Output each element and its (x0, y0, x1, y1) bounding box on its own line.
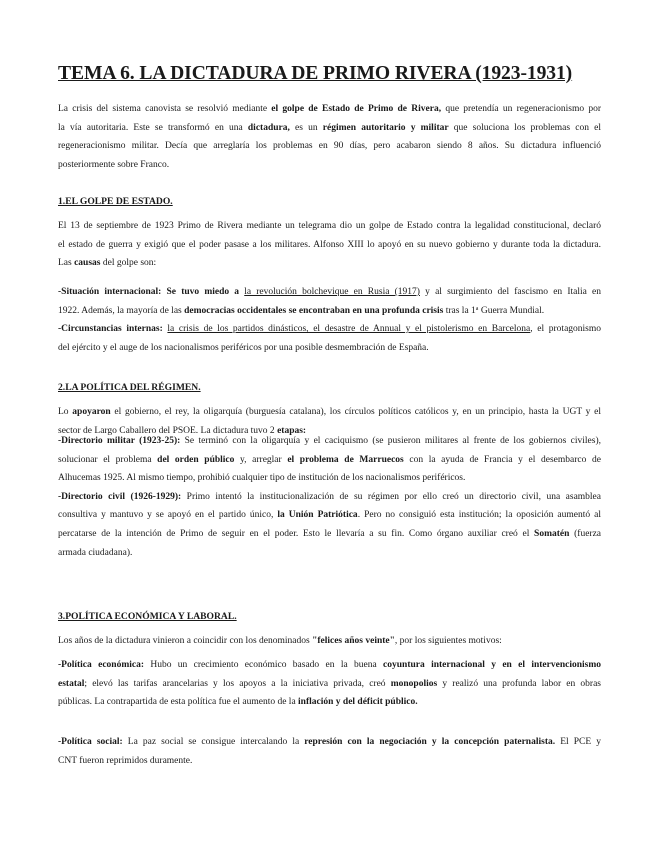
economic-line-2: estatal; elevó las tarifas arancelarias y los apoyos a la iniciativa privada, creó monopolios y realizó una profunda labor en obras (58, 678, 602, 689)
s1-causes (58, 283, 601, 357)
social-line-2: CNT fueron reprimidos duramente. (58, 755, 193, 766)
section-heading-3: 3.POLÍTICA ECONÓMICA Y LABORAL. (58, 611, 237, 622)
stage-civil-line-3: percatarse de la intención de Primo de seguir en el poder. Esto le llevaría a su fin. Como órgano auxiliar creó el Somatén (fuerza (58, 528, 602, 539)
cause-international-line-2: 1922. Además, la mayoría de las democracias occidentales se encontraban en una profunda crisis tras la 1$^a$ Guerra Mundial. (58, 305, 545, 316)
s3-line-1: Los años de la dictadura vinieron a coincidir con los denominados "felices años veinte", por los siguientes motivos: (58, 636, 502, 646)
section-heading-2: 2.LA POLÍTICA DEL RÉGIMEN. (58, 382, 201, 393)
intro-paragraph (58, 100, 601, 174)
social-line-1: -Política social: La paz social se consigue intercalando la represión con la negociación y la concepción paternalista. El PCE y (58, 737, 602, 747)
s3-economic (58, 656, 601, 712)
cause-international-line-1: -Situación internacional: Se tuvo miedo a la revolución bolchevique en Rusia (1917) y al surgimiento del fascismo en Italia en (58, 287, 602, 297)
stage-military-line-1: -Directorio militar (1923-25): Se terminó con la oligarquía y el caciquismo (se pusieron militares al frente de los gobiernos civiles), (58, 436, 602, 446)
intro-line-1: La crisis del sistema canovista se resolvió mediante el golpe de Estado de Primo de Rivera, que pretendía un regeneracionismo por (58, 104, 602, 114)
stage-civil-line-1: -Directorio civil (1926-1929): Primo intentó la institucionalización de su régimen por ello creó un directorio civil, una asamblea (58, 491, 601, 502)
intro-line-4: posteriormente sobre Franco. (58, 159, 170, 170)
s1-line-3: Las causas del golpe son: (58, 258, 157, 269)
stage-military-line-2: solucionar el problema del orden público y, arreglar el problema de Marruecos con la ayuda de Francia y el desembarco de (58, 454, 601, 465)
economic-line-3: públicas. La contrapartida de esta política fue el aumento de la inflación y del déficit público. (58, 697, 418, 708)
intro-line-3: regeneracionismo militar. Decía que arreglaría los problemas en 90 días, pero acabaron siendo 8 años. Su dictadura influenció (58, 141, 601, 152)
intro-line-2: la vía autoritaria. Este se transformó en una dictadura, es un régimen autoritario y militar que soluciona los problemas con el (58, 122, 601, 133)
stage-civil-line-2: consultiva y mantuvo y se apoyó en el partido único, la Unión Patriótica. Pero no consiguió esta institución; la oposición aumentó al (58, 510, 601, 521)
s2-stages (58, 432, 601, 562)
s1-line-2: el estado de guerra y exigió que el poder pasase a los militares. Alfonso XIII lo apoyó en su nuevo gobierno y durante toda la dictadura. (58, 239, 601, 250)
s3-social (58, 733, 601, 770)
economic-line-1: -Política económica: Hubo un crecimiento económico basado en la buena coyuntura internacional y en el intervencionismo (58, 660, 601, 670)
stage-civil-line-4: armada ciudadana). (58, 547, 133, 558)
page-title: TEMA 6. LA DICTADURA DE PRIMO RIVERA (1923-1931) (58, 63, 573, 84)
section-heading-1: 1.EL GOLPE DE ESTADO. (58, 196, 173, 207)
s3-paragraph (58, 632, 601, 651)
cause-internal-line-2: del ejército y el auge de los nacionalismos periféricos por una posible desmembración de España. (58, 342, 429, 353)
s2-line-1: Lo apoyaron el gobierno, el rey, la oligarquía (burguesía catalana), los círculos políticos católicos y, en un principio, hasta la UGT y el (58, 407, 601, 417)
s1-paragraph (58, 217, 601, 273)
stage-military-line-3: Alhucemas 1925. Al mismo tiempo, prohibió cualquier tipo de institución de los nacionalismos periféricos. (58, 473, 466, 484)
s2-line-2: sector de Largo Caballero del PSOE. La dictadura tuvo 2 etapas: (58, 425, 307, 436)
cause-internal-line-1: -Circunstancias internas: la crisis de los partidos dinásticos, el desastre de Annual y el pistolerismo en Barcelona, el protagonismo (58, 324, 602, 335)
s1-line-1: El 13 de septiembre de 1923 Primo de Rivera mediante un telegrama dio un golpe de Estado contra la legalidad constitucional, declaró (58, 221, 601, 231)
